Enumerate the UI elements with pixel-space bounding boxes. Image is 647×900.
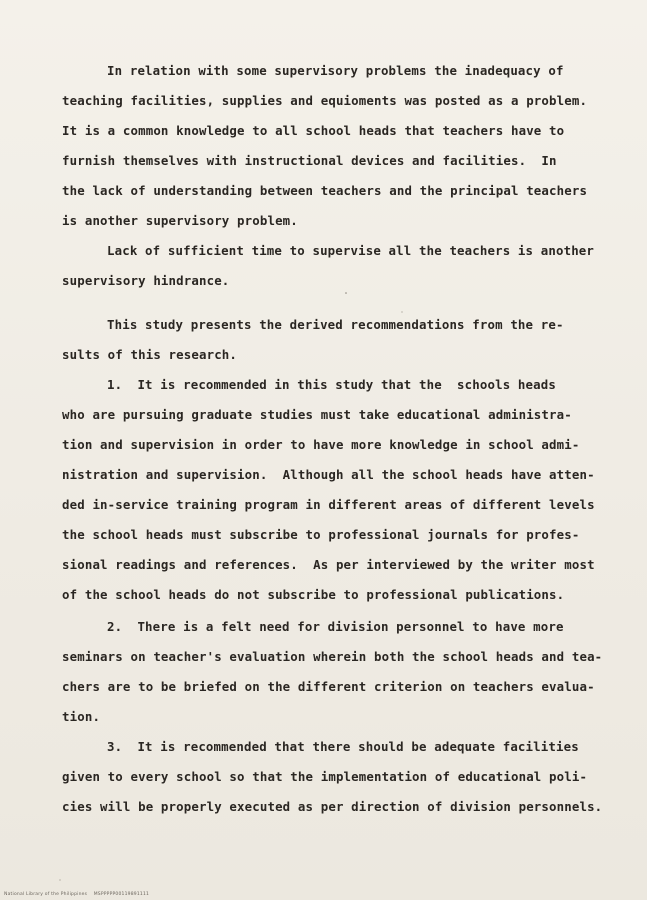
- paper-speck: [401, 311, 402, 312]
- text-line: supervisory hindrance.: [62, 273, 230, 288]
- text-line: of the school heads do not subscribe to professional publications.: [62, 587, 565, 602]
- text-line: who are pursuing graduate studies must take educational administra-: [62, 407, 572, 422]
- text-line: This study presents the derived recommendations from the re-: [107, 317, 564, 332]
- text-line: furnish themselves with instructional devices and facilities. In: [62, 153, 557, 168]
- paper-speck: [59, 879, 60, 880]
- text-line: 1. It is recommended in this study that the schools heads: [107, 377, 556, 392]
- text-line: tion and supervision in order to have more knowledge in school admi-: [62, 437, 580, 452]
- text-line: chers are to be briefed on the different criterion on teachers evalua-: [62, 679, 595, 694]
- text-line: 2. There is a felt need for division personnel to have more: [107, 619, 564, 634]
- text-line: cies will be properly executed as per direction of division personnels.: [62, 799, 603, 814]
- library-footer: National Library of the Philippines MSPPPPP00119891111: [4, 892, 150, 897]
- text-line: given to every school so that the implementation of educational poli-: [62, 769, 588, 784]
- text-line: the school heads must subscribe to professional journals for profes-: [62, 527, 580, 542]
- text-line: tion.: [62, 709, 101, 724]
- text-line: is another supervisory problem.: [62, 213, 298, 228]
- text-line: ded in-service training program in different areas of different levels: [62, 497, 595, 512]
- text-line: nistration and supervision. Although all the school heads have atten-: [62, 467, 595, 482]
- text-line: seminars on teacher's evaluation wherein both the school heads and tea-: [62, 649, 603, 664]
- text-line: the lack of understanding between teachers and the principal teachers: [62, 183, 588, 198]
- text-line: Lack of sufficient time to supervise all the teachers is another: [107, 243, 595, 258]
- text-line: sional readings and references. As per interviewed by the writer most: [62, 557, 595, 572]
- text-line: In relation with some supervisory problems the inadequacy of: [107, 63, 564, 78]
- text-line: sults of this research.: [62, 347, 238, 362]
- paper-speck: [345, 292, 347, 294]
- text-line: teaching facilities, supplies and equioments was posted as a problem.: [62, 93, 588, 108]
- text-line: It is a common knowledge to all school heads that teachers have to: [62, 123, 565, 138]
- text-line: 3. It is recommended that there should be adequate facilities: [107, 739, 579, 754]
